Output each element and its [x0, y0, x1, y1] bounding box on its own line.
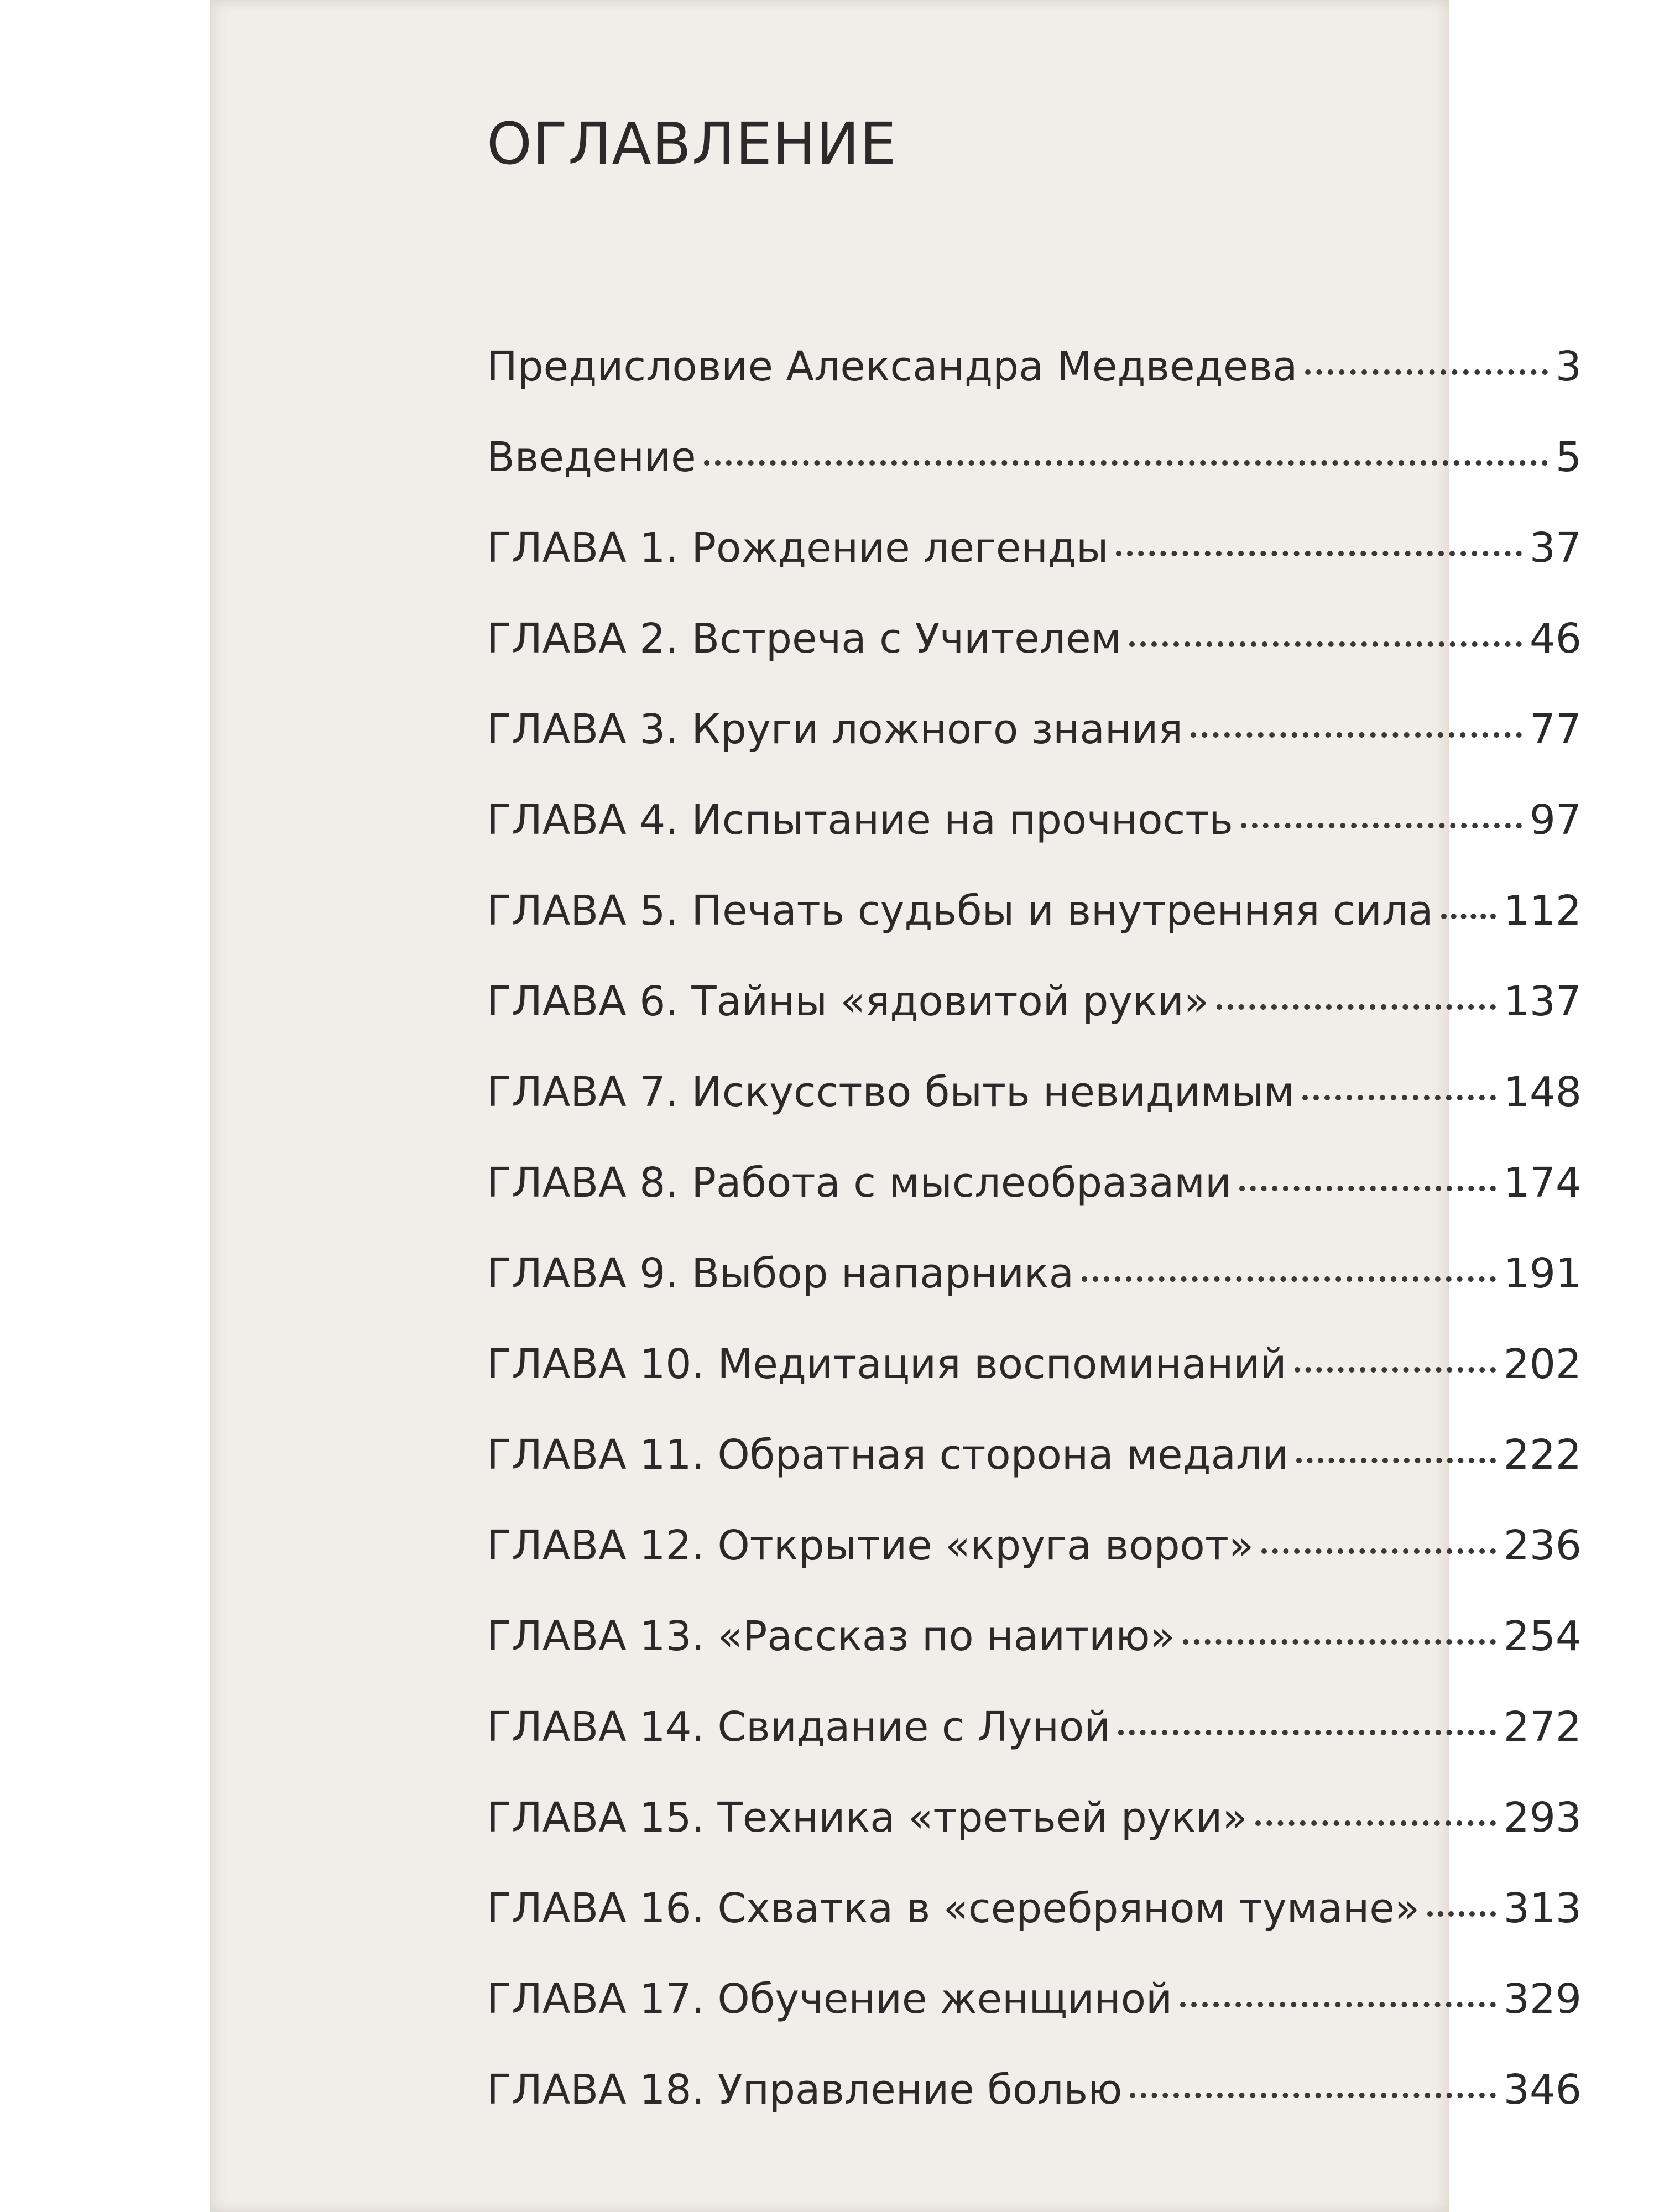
toc-entry: [487, 1068, 1582, 1159]
toc-entry-page-number: 46: [1529, 615, 1582, 662]
toc-entry-title: ГЛАВА 13. «Рассказ по наитию»: [487, 1613, 1175, 1660]
toc-entry: [487, 1522, 1582, 1613]
toc-entry-title: ГЛАВА 17. Обучение женщиной: [487, 1975, 1173, 2023]
toc-entry-title: ГЛАВА 10. Медитация воспоминаний: [487, 1340, 1287, 1388]
toc-entry: [487, 343, 1582, 434]
toc-entry-title: ГЛАВА 3. Круги ложного знания: [487, 706, 1183, 753]
toc-entry-title: ГЛАВА 7. Искусство быть невидимым: [487, 1068, 1295, 1116]
toc-entry-page-number: 293: [1503, 1794, 1582, 1841]
toc-entry-page-number: 148: [1503, 1068, 1582, 1116]
toc-entry-title: ГЛАВА 11. Обратная сторона медали: [487, 1431, 1289, 1479]
toc-entry-title: Введение: [487, 434, 696, 481]
toc-entry-title: ГЛАВА 1. Рождение легенды: [487, 524, 1109, 572]
toc-entry-title: ГЛАВА 5. Печать судьбы и внутренняя сила: [487, 887, 1433, 935]
book-page: [210, 0, 1582, 2212]
toc-entry-title: ГЛАВА 9. Выбор напарника: [487, 1250, 1074, 1297]
toc-entry-page-number: 97: [1529, 796, 1582, 844]
toc-entry: [487, 1250, 1582, 1340]
toc-entry-title: ГЛАВА 6. Тайны «ядовитой руки»: [487, 978, 1209, 1025]
toc-entry-page-number: 272: [1503, 1703, 1582, 1751]
toc-entry-page-number: 191: [1503, 1250, 1582, 1297]
toc-entry: [487, 615, 1582, 706]
toc-entry-page-number: 236: [1503, 1522, 1582, 1569]
toc-entry-page-number: 174: [1503, 1159, 1582, 1207]
toc-entry: [487, 1431, 1582, 1522]
toc-entry-page-number: 137: [1503, 978, 1582, 1025]
toc-leader-dots: [1241, 823, 1522, 828]
toc-entry-page-number: 77: [1529, 706, 1582, 753]
toc-entry-page-number: 329: [1503, 1975, 1582, 2023]
toc-entry: [487, 524, 1582, 615]
toc-leader-dots: [1116, 551, 1521, 556]
toc-entry-page-number: 313: [1503, 1885, 1582, 1932]
toc-leader-dots: [1191, 732, 1522, 738]
toc-entry: [487, 978, 1582, 1068]
toc-leader-dots: [1183, 1639, 1496, 1645]
contents-heading: ОГЛАВЛЕНИЕ: [487, 109, 897, 178]
toc-leader-dots: [1302, 1095, 1496, 1100]
toc-entry: [487, 887, 1582, 978]
toc-entry-page-number: 5: [1555, 434, 1582, 481]
toc-entry: [487, 1703, 1582, 1794]
toc-entry-page-number: 254: [1503, 1613, 1582, 1660]
toc-entry-page-number: 202: [1503, 1340, 1582, 1388]
toc-entry: [487, 796, 1582, 887]
toc-entry-title: ГЛАВА 14. Свидание с Луной: [487, 1703, 1111, 1751]
toc-leader-dots: [1441, 914, 1496, 919]
toc-entry-page-number: 37: [1529, 524, 1582, 572]
toc-entry-page-number: 3: [1555, 343, 1582, 390]
toc-entry: [487, 1975, 1582, 2066]
toc-entry: [487, 706, 1582, 796]
toc-leader-dots: [1427, 1911, 1496, 1917]
toc-entry-title: ГЛАВА 8. Работа с мыслеобразами: [487, 1159, 1232, 1207]
toc-entry-title: ГЛАВА 2. Встреча с Учителем: [487, 615, 1122, 662]
toc-leader-dots: [1180, 2002, 1496, 2007]
toc-entry: [487, 2066, 1582, 2157]
toc-entry: [487, 434, 1582, 524]
toc-entry: [487, 1885, 1582, 1975]
toc-entry-title: ГЛАВА 15. Техника «третьей руки»: [487, 1794, 1248, 1841]
toc-leader-dots: [1305, 369, 1548, 375]
toc-leader-dots: [1295, 1367, 1496, 1373]
toc-leader-dots: [1217, 1004, 1496, 1010]
toc-leader-dots: [1082, 1276, 1496, 1282]
toc-entry: [487, 1340, 1582, 1431]
toc-entry-title: Предисловие Александра Медведева: [487, 343, 1298, 390]
table-of-contents: [487, 343, 1582, 2157]
toc-leader-dots: [1130, 2093, 1495, 2098]
toc-entry: [487, 1794, 1582, 1885]
toc-leader-dots: [1255, 1820, 1496, 1826]
toc-entry-title: ГЛАВА 12. Открытие «круга ворот»: [487, 1522, 1254, 1569]
toc-leader-dots: [1129, 641, 1521, 647]
toc-entry-page-number: 222: [1503, 1431, 1582, 1479]
toc-entry: [487, 1159, 1582, 1250]
toc-leader-dots: [1118, 1730, 1495, 1735]
toc-entry-page-number: 346: [1503, 2066, 1582, 2114]
toc-leader-dots: [1261, 1548, 1496, 1554]
toc-entry-title: ГЛАВА 4. Испытание на прочность: [487, 796, 1233, 844]
toc-leader-dots: [1239, 1186, 1496, 1191]
toc-entry-title: ГЛАВА 18. Управление болью: [487, 2066, 1123, 2114]
toc-entry-title: ГЛАВА 16. Схватка в «серебряном тумане»: [487, 1885, 1420, 1932]
toc-entry: [487, 1613, 1582, 1703]
toc-leader-dots: [1296, 1458, 1495, 1463]
toc-entry-page-number: 112: [1503, 887, 1582, 935]
toc-leader-dots: [704, 460, 1548, 466]
